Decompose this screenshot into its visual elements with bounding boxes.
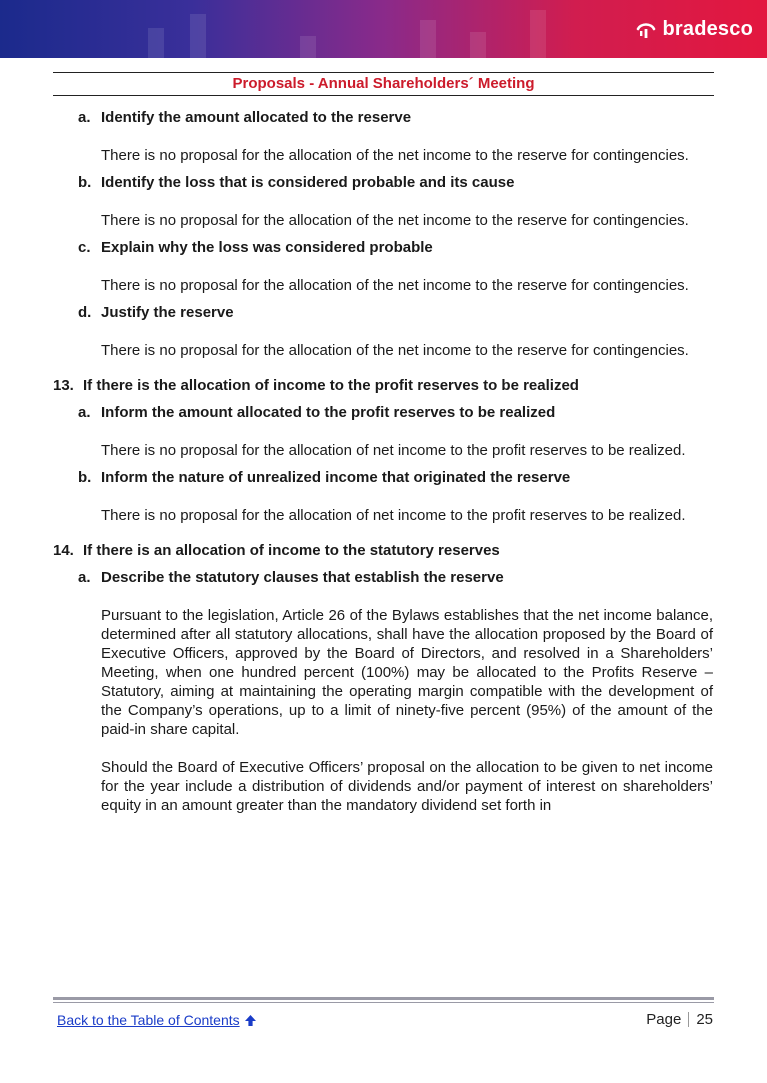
heading-marker: a. [78, 569, 91, 586]
page-indicator [646, 1011, 713, 1028]
heading-text: Identify the loss that is considered probable and its cause [101, 174, 515, 191]
subsection-heading [53, 403, 713, 422]
subsection-heading [53, 468, 713, 487]
heading-text: Inform the amount allocated to the profit reserves to be realized [101, 404, 556, 421]
subsection-heading [53, 303, 713, 322]
banner-decor [300, 36, 316, 58]
page-separator [688, 1012, 689, 1027]
banner-decor [190, 14, 206, 58]
body-paragraph: Pursuant to the legislation, Article 26 of the Bylaws establishes that the net income balance, determined after all statutory allocations, shall have the allocation proposed by the Board of Executive Officers, approved by the Board of Directors, and resolved in a Shareholders’ Meeting, when one hundred percent (100%) may be allocated to the Profits Reserve – Statutory, aiming at maintaining the operating margin compatible with the development of the Company’s operations, up to a limit of ninety-five percent (95%) of the amount of the paid-in share capital. [101, 607, 713, 738]
subsection-heading [53, 108, 713, 127]
banner-decor [530, 10, 546, 58]
body-paragraph: There is no proposal for the allocation of the net income to the reserve for contingencies. [101, 342, 689, 359]
page-label: Page [646, 1011, 682, 1028]
heading-text: Explain why the loss was considered probable [101, 239, 433, 256]
arrow-up-icon[interactable] [244, 1014, 257, 1027]
heading-marker: a. [78, 109, 91, 126]
heading-marker: b. [78, 174, 92, 191]
heading-text: Justify the reserve [101, 304, 234, 321]
body-paragraph: There is no proposal for the allocation of net income to the profit reserves to be realized. [101, 442, 686, 459]
heading-marker: b. [78, 469, 92, 486]
subsection-heading [53, 238, 713, 257]
heading-marker: 13. [53, 377, 74, 394]
body-paragraph: There is no proposal for the allocation of net income to the profit reserves to be realized. [101, 507, 686, 524]
subsection-heading [53, 173, 713, 192]
header-banner [0, 0, 767, 58]
banner-decor [148, 28, 164, 58]
heading-marker: c. [78, 239, 91, 256]
heading-text: Identify the amount allocated to the reserve [101, 109, 412, 126]
bradesco-logo [636, 18, 753, 41]
back-to-toc-label[interactable]: Back to the Table of Contents [57, 1012, 240, 1028]
body-paragraph: There is no proposal for the allocation of the net income to the reserve for contingencies. [101, 147, 689, 164]
heading-marker: 14. [53, 542, 74, 559]
heading-text: If there is an allocation of income to the statutory reserves [83, 542, 500, 559]
subsection-heading [53, 568, 713, 587]
back-to-toc-link[interactable] [57, 1012, 257, 1028]
footer-rule [53, 1002, 714, 1003]
title-rule [53, 72, 714, 73]
body-paragraph: There is no proposal for the allocation of the net income to the reserve for contingencies. [101, 212, 689, 229]
heading-text: If there is the allocation of income to the profit reserves to be realized [83, 377, 579, 394]
page-number: 25 [696, 1011, 713, 1028]
body-paragraph: There is no proposal for the allocation of the net income to the reserve for contingencies. [101, 277, 689, 294]
brand-name: bradesco [662, 18, 753, 40]
section-heading [53, 376, 713, 395]
section-heading [53, 541, 713, 560]
title-rule [53, 95, 714, 96]
document-body [53, 108, 713, 815]
footer-rule [53, 997, 714, 1000]
bradesco-tree-icon [636, 20, 656, 40]
banner-decor [470, 32, 486, 58]
heading-marker: d. [78, 304, 92, 321]
body-paragraph: Should the Board of Executive Officers’ proposal on the allocation to be given to net income for the year include a distribution of dividends and/or payment of interest on shareholders’ equity in an amount greater than the mandatory dividend set forth in [101, 759, 713, 814]
page-title: Proposals - Annual Shareholders´ Meeting [232, 75, 535, 92]
heading-text: Inform the nature of unrealized income that originated the reserve [101, 469, 571, 486]
banner-decor [420, 20, 436, 58]
heading-marker: a. [78, 404, 91, 421]
heading-text: Describe the statutory clauses that establish the reserve [101, 569, 504, 586]
